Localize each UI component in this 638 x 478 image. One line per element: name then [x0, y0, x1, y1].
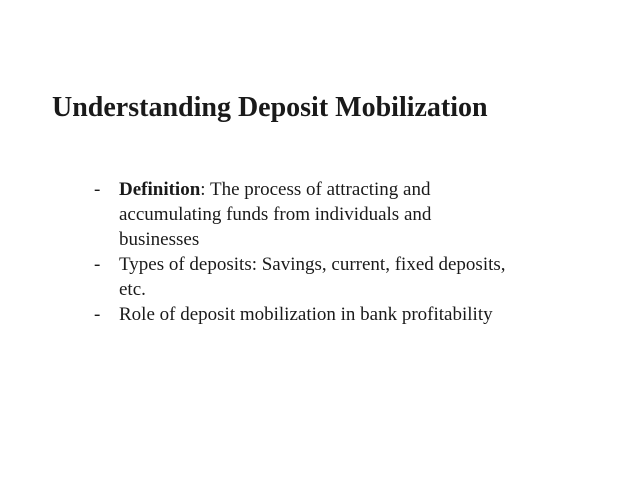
- bullet-marker: -: [94, 304, 101, 325]
- bullet-text: Role of deposit mobilization in bank profitability: [119, 304, 493, 325]
- bullet-text: : The process of attracting and accumulating funds from individuals and businesses: [119, 179, 432, 250]
- bullet-item-types: [94, 252, 514, 302]
- bullet-marker: -: [94, 179, 101, 200]
- bullet-marker: -: [94, 254, 101, 275]
- bullet-item-role: [94, 302, 514, 327]
- bullet-text: Types of deposits: Savings, current, fixed deposits, etc.: [119, 254, 506, 300]
- bullet-item-definition: [94, 177, 514, 252]
- slide-title: Understanding Deposit Mobilization: [52, 92, 488, 123]
- bullet-list: [94, 177, 514, 327]
- bullet-term: Definition: [119, 179, 201, 200]
